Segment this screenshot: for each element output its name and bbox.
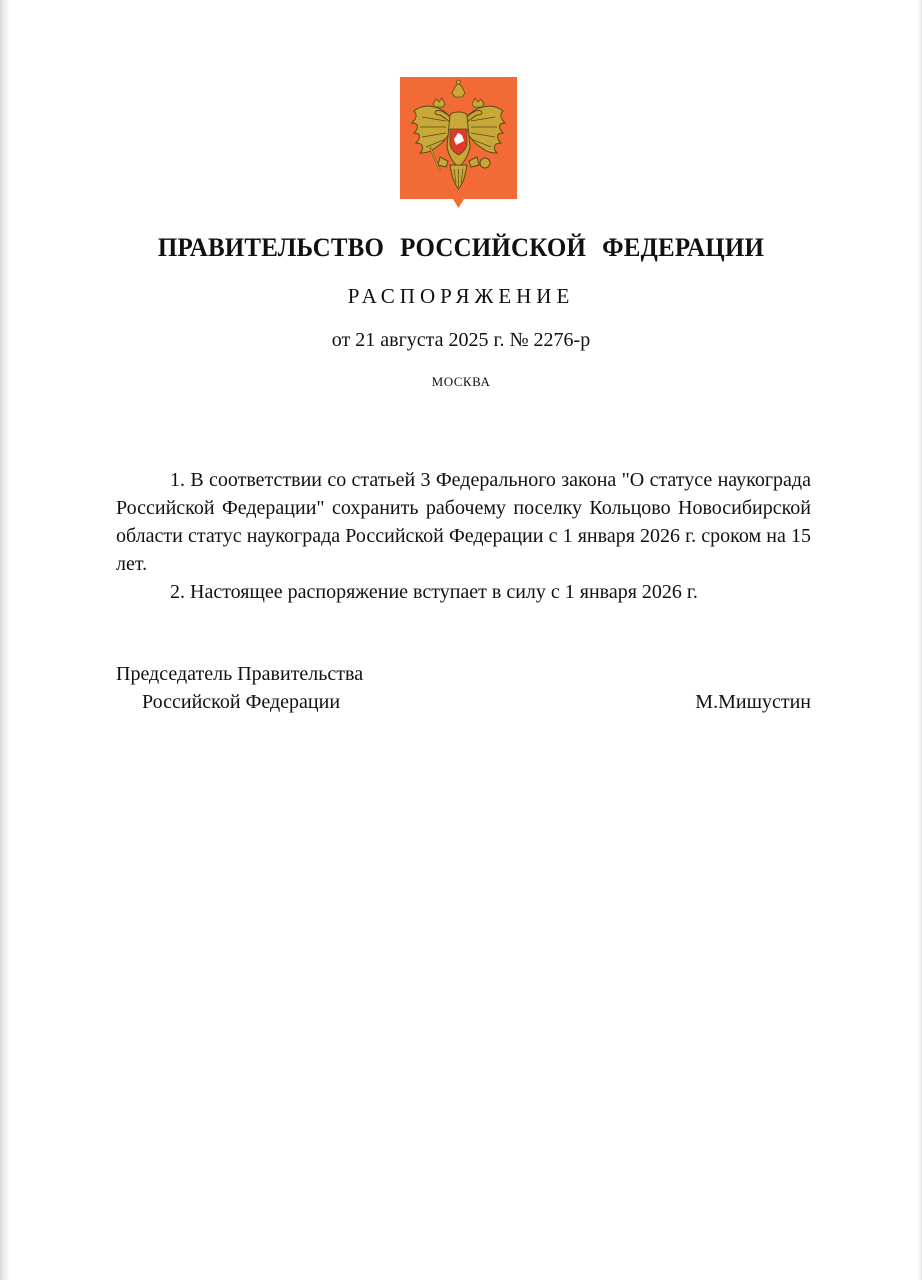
signer-name: М.Мишустин [695,691,811,713]
page-right-edge-shadow [918,0,922,1280]
document-body [116,466,811,606]
paragraph-1: 1. В соответствии со статьей 3 Федерального закона "О статусе наукограда Российской Федерации" сохранить рабочему поселку Кольцово Новосибирской области статус наукограда Российской Федерации с 1 января 2026 г. сроком на 15 лет. [116,469,811,575]
coat-of-arms-emblem [400,77,517,208]
signer-role [116,660,363,716]
government-title: ПРАВИТЕЛЬСТВО РОССИЙСКОЙ ФЕДЕРАЦИИ [157,233,765,262]
document-city: МОСКВА [431,374,491,389]
paragraph-2: 2. Настоящее распоряжение вступает в силу с 1 января 2026 г. [170,581,698,603]
document-type: РАСПОРЯЖЕНИЕ [347,284,575,308]
document-date-number: от 21 августа 2025 г. № 2276-р [331,329,591,351]
signer-role-line-2: Российской Федерации [142,691,341,713]
signer-role-line-1: Председатель Правительства [116,663,364,685]
page-left-edge-shadow [0,0,10,1280]
